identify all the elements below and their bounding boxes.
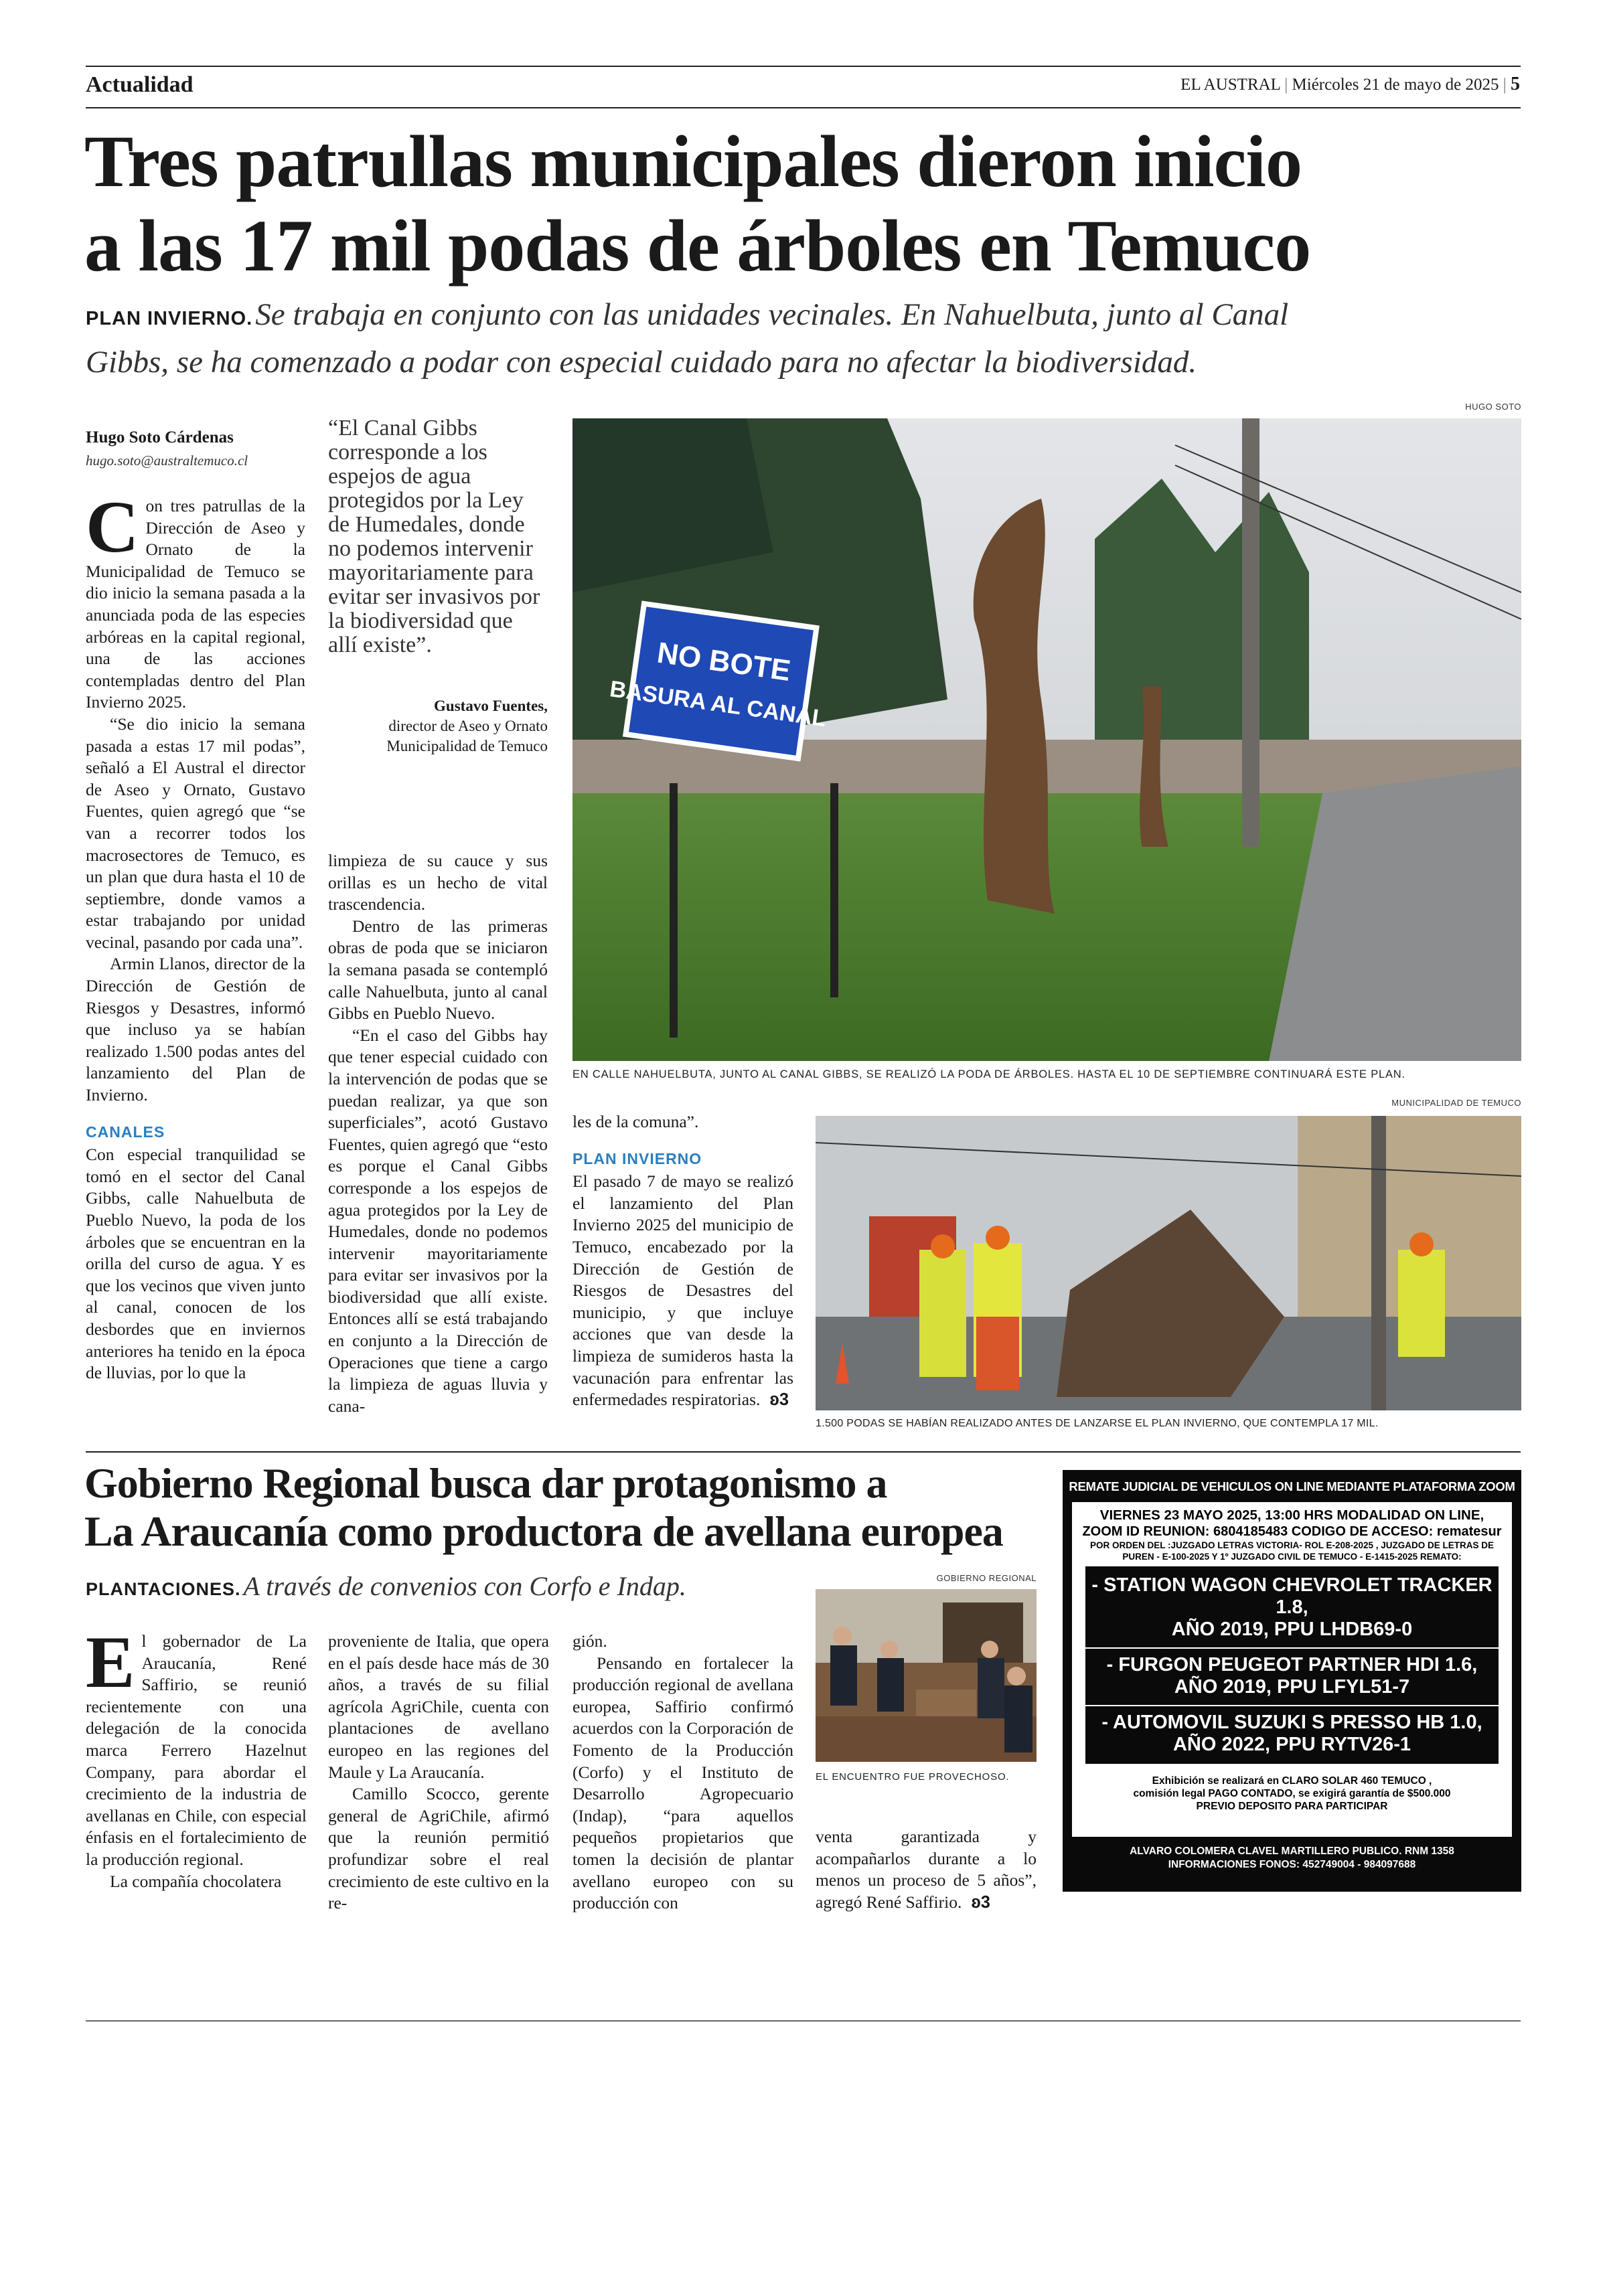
ad-item-line: AÑO 2019, PPU LFYL51-7 [1174,1676,1410,1698]
article1-headline [84,119,1310,288]
ad-item-line: - AUTOMOVIL SUZUKI S PRESSO HB 1.0, [1101,1712,1482,1733]
paragraph: venta garantizada y acompañarlos durante a lo menos un proceso de 5 años”, agregó René Saffirio. [816,1827,1037,1912]
photo-credit: HUGO SOTO [1465,402,1521,412]
ad-footer-line: ALVARO COLOMERA CLAVEL MARTILLERO PUBLICO. RNM 1358 [1130,1846,1454,1857]
paragraph: les de la comuna”. [572,1112,699,1131]
header-bottom-rule [86,107,1521,108]
paragraph: La compañía chocolatera [110,1871,282,1891]
end-mark: ʚ3 [971,1892,990,1912]
quote-role: director de Aseo y Ornato [388,718,548,734]
paragraph: “En el caso del Gibbs hay que tener especial cuidado con la intervención de podas que se puedan realizar, ya que son superficiales”, acotó Gustavo Fuentes, quien agregó que “esto es porque el Canal Gibbs corresponde a los espejos de agua protegidos por la Ley de Humedales, donde no podemos intervenir mayoritariamente para evitar ser invasivos por la biodiversidad que allí existe. Entonces allí se está trabajando en conjunto a la Dirección de Operaciones que tiene a cargo la limpieza de aguas lluvia y cana- [328,1025,548,1416]
section-label: Actualidad [86,72,194,97]
paper-name: EL AUSTRAL [1180,76,1281,94]
paragraph: gión. [572,1631,607,1651]
photo-caption: EN CALLE NAHUELBUTA, JUNTO AL CANAL GIBBS, SE REALIZÓ LA PODA DE ÁRBOLES. HASTA EL 10 DE SEPTIEMBRE CONTINUARÁ ESTE PLAN. [572,1068,1405,1080]
ad-footer [1072,1837,1512,1877]
paragraph: Dentro de las primeras obras de poda que se iniciaron la semana pasada se contempló calle Nahuelbuta, junto al canal Gibbs en Pueblo Nuevo. [328,916,548,1023]
article1-column-3 [572,1111,793,1411]
paragraph: Camillo Scocco, gerente general de AgriChile, afirmó que la reunión permitió profundizar sobre el real crecimiento de este cultivo en la re- [328,1784,549,1913]
ad-item [1085,1569,1499,1649]
article2-headline [84,1459,1003,1556]
photo-credit: GOBIERNO REGIONAL [936,1573,1037,1583]
deck-line: Gibbs, se ha comenzado a podar con especial cuidado para no afectar la biodiversidad. [86,345,1197,380]
ad-line: VIERNES 23 MAYO 2025, 13:00 HRS MODALIDAD ON LINE, [1099,1507,1484,1523]
byline-author: Hugo Soto Cárdenas [86,428,234,446]
folio: EL AUSTRAL | Miércoles 21 de mayo de 2025 | 5 [1180,74,1520,94]
paragraph: proveniente de Italia, que opera en el país desde hace más de 30 años, a través de su filial agrícola AgriChile, cuenta con plantaciones de avellano europeo en las regiones del Maule y La Araucanía. [328,1631,549,1782]
ad-item [1085,1706,1499,1764]
ad-item-line: AÑO 2019, PPU LHDB69-0 [1171,1619,1413,1640]
ad-note: PREVIO DEPOSITO PARA PARTICIPAR [1196,1801,1388,1812]
subhead: CANALES [86,1123,165,1141]
photo-credit: MUNICIPALIDAD DE TEMUCO [1391,1098,1521,1108]
headline-line: a las 17 mil podas de árboles en Temuco [84,205,1311,286]
page-bottom-rule [86,2020,1521,2022]
paragraph: Con especial tranquilidad se tomó en el sector del Canal Gibbs, calle Nahuelbuta de Pueblo Nuevo, la poda de los árboles que se encuentran en la orilla del curso de agua. Y es que los vecinos que viven junto al canal, conocen de los desbordes que en inviernos anteriores ha tenido en la época de lluvias, por lo que la [86,1145,305,1383]
article2-deck [86,1570,686,1602]
ad-body [1072,1502,1512,1877]
headline-line: La Araucanía como productora de avellana europea [84,1507,1003,1555]
ad-line: POR ORDEN DEL :JUZGADO LETRAS VICTORIA- ROL E-208-2025 , JUZGADO DE LETRAS DE [1089,1540,1495,1550]
subhead: PLAN INVIERNO [572,1149,702,1167]
ad-note: Exhibición se realizará en CLARO SOLAR 460 TEMUCO , [1152,1775,1432,1787]
photo-tree-pruning-canal [572,418,1521,1061]
paragraph: “Se dio inicio la semana pasada a estas 17 mil podas”, señaló a El Austral el director de Aseo y Ornato, Gustavo Fuentes, quien agregó que “se van a recorrer todos los macrosectores de Temuco, es un plan que dura hasta el 10 de septiembre, donde vamos a estar trabajando por unidad vecinal, pasando por cada una”. [86,714,305,952]
byline-email: hugo.soto@australtemuco.cl [86,453,248,469]
sign-text: BASURA AL CANAL [608,676,828,732]
paragraph: Pensando en fortalecer la producción regional de avellana europea, Saffirio confirmó acuerdos con la Corporación de Fomento de la Producción (Corfo) y el Instituto de Desarrollo Agropecuario (Indap), “para aquellos pequeños propietarios que tomen la decisión de plantar avellano europeo con su producción con [572,1653,793,1913]
ad-item-line: - STATION WAGON CHEVROLET TRACKER 1.8, [1091,1574,1493,1618]
sign-text: NO BOTE [655,636,793,687]
article2-column-2 [328,1631,549,1914]
pull-quote: “El Canal Gibbs corresponde a los espejos de agua protegidos por la Ley de Humedales, donde no podemos intervenir mayoritariamente para evitar ser invasivos por la biodiversidad que allí existe”. [328,416,540,657]
auction-ad [1063,1470,1521,1892]
header-top-rule [86,66,1521,67]
kicker: PLAN INVIERNO. [86,308,253,329]
article2-column-4 [816,1826,1037,1913]
paragraph: on tres patrullas de la Dirección de Aseo y Ornato de la Municipalidad de Temuco se dio inicio la semana pasada a la anunciada poda de las especies arbóreas en la capital regional, una de las acciones contempladas dentro del Plan Invierno 2025. [86,496,305,712]
photo-image [816,1116,1521,1410]
ad-note: comisión legal PAGO CONTADO, se exigirá garantía de $500.000 [1133,1788,1451,1799]
headline-line: Tres patrullas municipales dieron inicio [84,120,1302,202]
ad-item [1085,1649,1499,1706]
article2-column-3 [572,1631,793,1914]
paragraph: El pasado 7 de mayo se realizó el lanzamiento del Plan Invierno 2025 del municipio de Temuco, encabezado por la Dirección de Gestión de Riesgos de Desastres del municipio, y que incluye acciones que van desde la limpieza de sumideros hasta la vacunación para enfrentar las enfermedades respiratorias. [572,1171,793,1410]
ad-line: ZOOM ID REUNION: 6804185483 CODIGO DE ACCESO: rematesur [1082,1524,1502,1539]
ad-line: PUREN - E-100-2025 Y 1º JUZGADO CIVIL DE TEMUCO - E-1415-2025 REMATO: [1122,1552,1462,1562]
quote-author: Gustavo Fuentes, [434,698,548,714]
ad-footer-line: INFORMACIONES FONOS: 452749004 - 984097688 [1168,1859,1416,1870]
deck-line: A través de convenios con Corfo e Indap. [243,1571,686,1601]
article-separator [86,1451,1521,1453]
article1-column-1 [86,486,305,1384]
article2-column-1 [86,1621,307,1892]
photo-image [572,418,1521,1061]
issue-date: Miércoles 21 de mayo de 2025 [1292,76,1499,94]
quote-attribution [328,696,548,756]
dropcap: C [86,486,139,568]
deck-line: Se trabaja en conjunto con las unidades vecinales. En Nahuelbuta, junto al Canal [255,297,1289,332]
page-number: 5 [1511,74,1520,94]
ad-item-line: AÑO 2022, PPU RYTV26-1 [1172,1734,1411,1755]
end-mark: ʚ3 [769,1390,789,1410]
kicker: PLANTACIONES. [86,1579,241,1599]
ad-item-line: - FURGON PEUGEOT PARTNER HDI 1.6, [1106,1654,1478,1675]
ad-title: REMATE JUDICIAL DE VEHICULOS ON LINE MEDIANTE PLATAFORMA ZOOM [1069,1479,1515,1493]
paragraph: Armin Llanos, director de la Dirección de Gestión de Riesgos y Desastres, informó que incluso ya se habían realizado 1.500 podas antes del lanzamiento del Plan de Invierno. [86,954,305,1105]
paragraph: limpieza de su cauce y sus orillas es un hecho de vital trascendencia. [328,851,548,914]
ad-items [1085,1566,1499,1764]
photo-workers-pruning [816,1116,1521,1410]
article1-deck [86,295,1525,382]
photo-caption: 1.500 PODAS SE HABÍAN REALIZADO ANTES DE LANZARSE EL PLAN INVIERNO, QUE CONTEMPLA 17 MIL. [816,1418,1379,1429]
dropcap: E [86,1621,135,1703]
quote-role: Municipalidad de Temuco [386,738,548,754]
headline-line: Gobierno Regional busca dar protagonismo a [84,1459,887,1507]
photo-caption: EL ENCUENTRO FUE PROVECHOSO. [816,1771,1010,1783]
article1-column-2 [328,850,548,1417]
paragraph: l gobernador de La Araucanía, René Saffirio, se reunió recientemente con una delegación de la conocida marca Ferrero Hazelnut Company, para abordar el crecimiento de la industria de avellanas en Chile, con especial énfasis en el fortalecimiento de la producción regional. [86,1631,307,1869]
photo-image [816,1589,1037,1762]
photo-meeting [816,1589,1037,1762]
